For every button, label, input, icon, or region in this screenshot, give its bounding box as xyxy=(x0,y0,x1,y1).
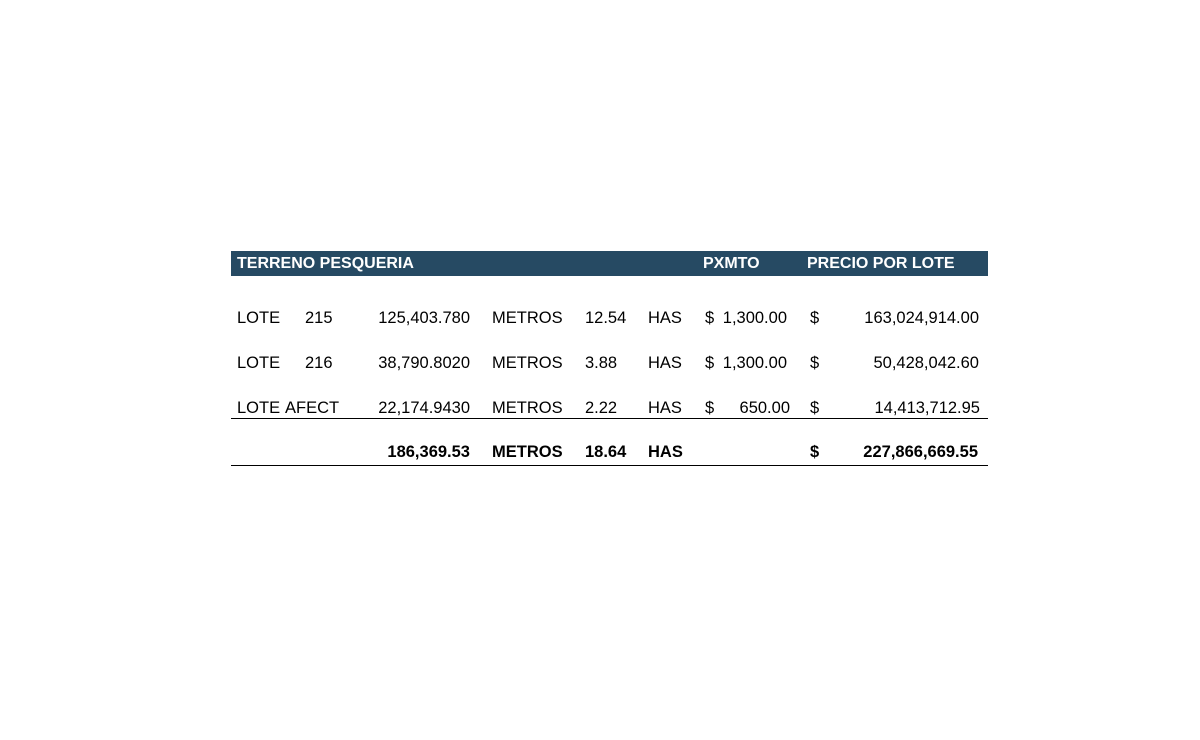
row-metros-unit: METROS xyxy=(492,309,563,327)
table-title: TERRENO PESQUERIA xyxy=(237,255,414,272)
total-has-unit: HAS xyxy=(648,443,683,461)
total-precio: 227,866,669.55 xyxy=(863,443,978,461)
row-id: 215 xyxy=(305,309,333,327)
row-pxmto: 1,300.00 xyxy=(722,354,787,372)
row-pxmto-currency: $ xyxy=(705,354,715,372)
row-precio-currency: $ xyxy=(810,354,820,372)
row-label: LOTE xyxy=(237,309,281,327)
total-row xyxy=(231,419,988,466)
row-has-unit: HAS xyxy=(648,309,682,327)
table-row xyxy=(231,295,988,340)
total-metros-value: 186,369.53 xyxy=(387,443,470,461)
row-has-value: 2.22 xyxy=(585,399,618,417)
row-precio-currency: $ xyxy=(810,399,820,417)
table-row xyxy=(231,385,988,419)
row-id: AFECT xyxy=(285,399,340,417)
row-pxmto-currency: $ xyxy=(705,399,715,417)
header-pxmto: PXMTO xyxy=(703,255,760,272)
row-label: LOTE xyxy=(237,354,281,372)
row-precio-currency: $ xyxy=(810,309,820,327)
row-label: LOTE xyxy=(237,399,281,417)
row-precio: 14,413,712.95 xyxy=(874,399,980,417)
total-has-value: 18.64 xyxy=(585,443,627,461)
row-pxmto-currency: $ xyxy=(705,309,715,327)
row-has-unit: HAS xyxy=(648,399,682,417)
row-pxmto: 1,300.00 xyxy=(722,309,787,327)
row-has-unit: HAS xyxy=(648,354,682,372)
table-header xyxy=(231,251,988,276)
row-precio: 163,024,914.00 xyxy=(864,309,979,327)
row-id: 216 xyxy=(305,354,333,372)
row-metros-value: 22,174.9430 xyxy=(378,399,470,417)
row-precio: 50,428,042.60 xyxy=(873,354,979,372)
row-metros-unit: METROS xyxy=(492,399,563,417)
row-metros-value: 38,790.8020 xyxy=(378,354,470,372)
header-precio-por-lote: PRECIO POR LOTE xyxy=(807,255,955,272)
table-row xyxy=(231,340,988,385)
row-metros-value: 125,403.780 xyxy=(378,309,470,327)
row-pxmto: 650.00 xyxy=(739,399,790,417)
total-metros-unit: METROS xyxy=(492,443,563,461)
row-metros-unit: METROS xyxy=(492,354,563,372)
total-precio-currency: $ xyxy=(810,443,820,461)
row-has-value: 12.54 xyxy=(585,309,627,327)
lot-price-table xyxy=(231,251,988,466)
row-has-value: 3.88 xyxy=(585,354,618,372)
